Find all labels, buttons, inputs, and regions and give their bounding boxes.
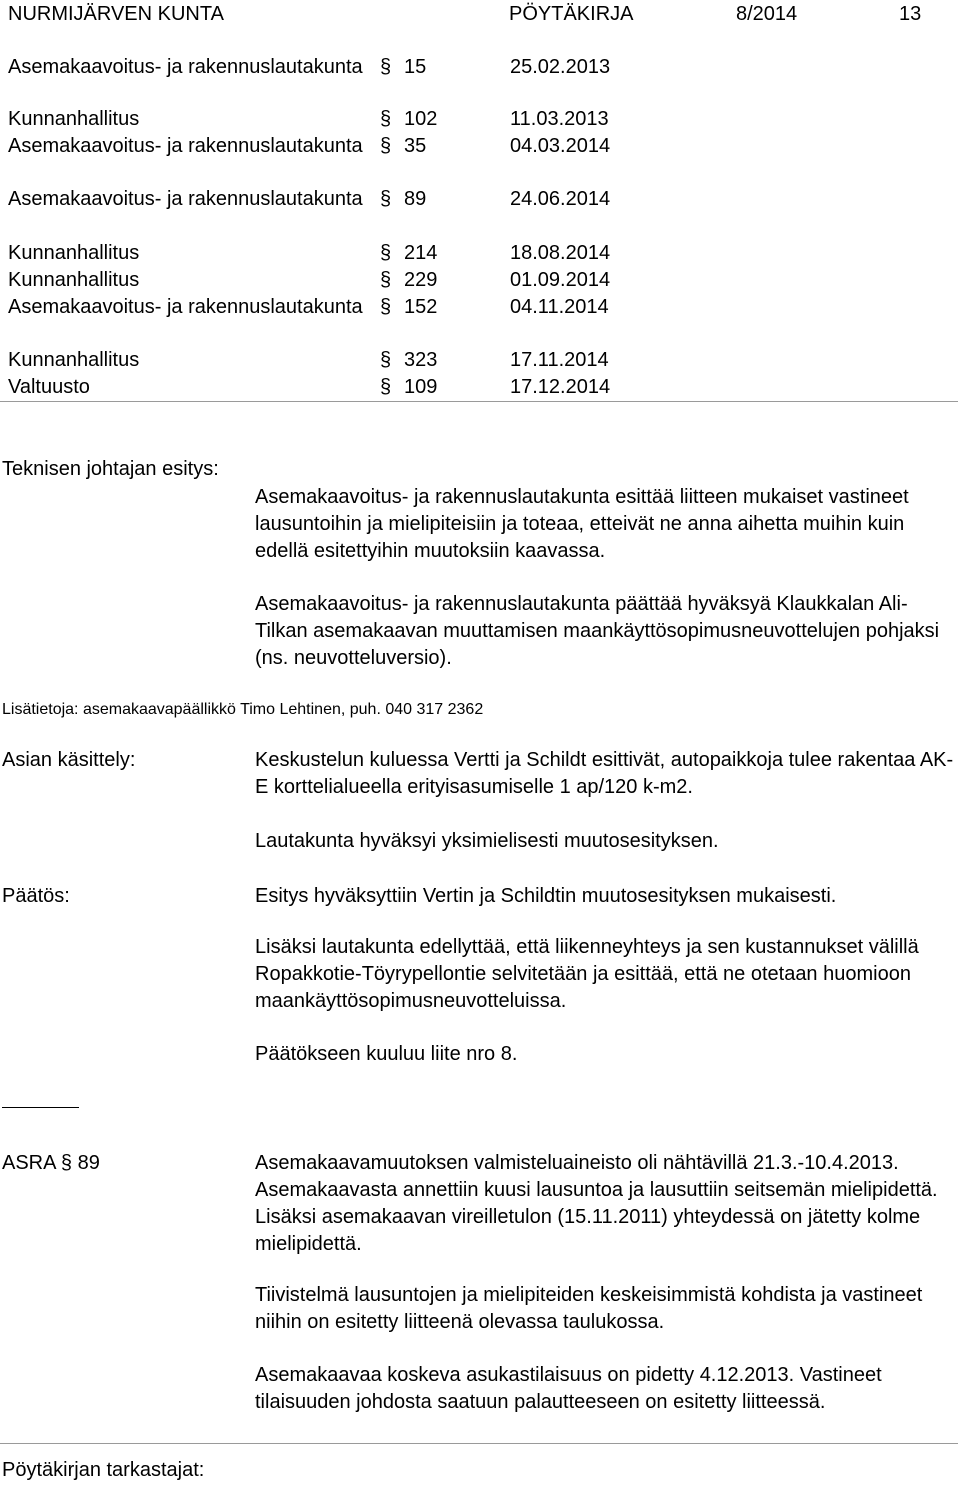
history-org: Kunnanhallitus	[8, 108, 140, 130]
history-date: 17.11.2014	[510, 349, 609, 371]
proposal-paragraph: Asemakaavoitus- ja rakennuslautakunta päättää hyväksyä Klaukkalan Ali-Tilkan asemakaavan muuttamisen maankäyttösopimusneuvottelujen pohjaksi (ns. neuvotteluversio).	[255, 593, 940, 669]
footer-divider	[0, 1443, 958, 1444]
section-icon: §	[60, 1152, 73, 1174]
history-date: 11.03.2013	[510, 108, 609, 130]
history-number: 15	[404, 56, 427, 78]
history-number: 214	[404, 242, 438, 264]
history-date: 25.02.2013	[510, 56, 611, 78]
section-icon: §	[380, 108, 392, 130]
handling-paragraph: Keskustelun kuluessa Vertti ja Schildt esittivät, autopaikkoja tulee rakentaa AK-E korttelialueella erityisasumiselle 1 ap/120 k-m2.	[255, 749, 954, 798]
asra-reference	[2, 1150, 100, 1176]
history-org: Asemakaavoitus- ja rakennuslautakunta	[8, 135, 363, 157]
section-icon: §	[380, 269, 392, 291]
history-org: Asemakaavoitus- ja rakennuslautakunta	[8, 56, 363, 78]
asra-label: ASRA	[2, 1152, 56, 1174]
decision-label: Päätös:	[2, 885, 70, 907]
asra-paragraph: Tiivistelmä lausuntojen ja mielipiteiden keskeisimmistä kohdista ja vastineet niihin on esitetty liitteenä olevassa taulukossa.	[255, 1284, 923, 1333]
proposal-paragraph: Asemakaavoitus- ja rakennuslautakunta esittää liitteen mukaiset vastineet lausuntoihin ja mielipiteisiin ja toteaa, etteivät ne anna aihetta muihin kuin edellä esitettyihin muutoksiin kaavassa.	[255, 486, 909, 562]
issue-number: 8/2014	[736, 3, 798, 25]
handling-paragraph: Lautakunta hyväksyi yksimielisesti muutosesityksen.	[255, 830, 719, 852]
history-org: Kunnanhallitus	[8, 269, 140, 291]
decision-paragraph: Lisäksi lautakunta edellyttää, että liikenneyhteys ja sen kustannukset välillä Ropakkotie-Töyrypellontie selvitetään ja esittää, että ne otetaan huomioon maankäyttösopimusneuvotteluissa.	[255, 936, 919, 1012]
history-number: 323	[404, 349, 438, 371]
section-icon: §	[380, 135, 392, 157]
history-org: Asemakaavoitus- ja rakennuslautakunta	[8, 296, 363, 318]
history-number: 109	[404, 376, 438, 398]
history-date: 01.09.2014	[510, 269, 611, 291]
section-icon: §	[380, 376, 392, 398]
section-icon: §	[380, 242, 392, 264]
history-number: 229	[404, 269, 438, 291]
section-icon: §	[380, 296, 392, 318]
decision-paragraph: Päätökseen kuuluu liite nro 8.	[255, 1043, 518, 1065]
history-date: 17.12.2014	[510, 376, 611, 398]
proposal-label: Teknisen johtajan esitys:	[2, 458, 219, 480]
history-org: Asemakaavoitus- ja rakennuslautakunta	[8, 188, 363, 210]
history-number: 89	[404, 188, 427, 210]
asra-number: 89	[77, 1152, 100, 1174]
asra-paragraph: Asemakaavaa koskeva asukastilaisuus on pidetty 4.12.2013. Vastineet tilaisuuden johdosta saatuun palautteeseen on esitetty liitteessä.	[255, 1364, 882, 1413]
contact-info: Lisätietoja: asemakaavapäällikkö Timo Lehtinen, puh. 040 317 2362	[2, 701, 484, 718]
municipality-name: NURMIJÄRVEN KUNTA	[8, 3, 224, 25]
footer-label: Pöytäkirjan tarkastajat:	[2, 1459, 205, 1481]
page-number: 13	[899, 3, 922, 25]
history-date: 18.08.2014	[510, 242, 611, 264]
history-date: 04.03.2014	[510, 135, 611, 157]
history-org: Valtuusto	[8, 376, 90, 398]
section-icon: §	[380, 56, 392, 78]
decision-paragraph: Esitys hyväksyttiin Vertin ja Schildtin muutosesityksen mukaisesti.	[255, 885, 837, 907]
history-number: 152	[404, 296, 438, 318]
history-divider	[0, 401, 958, 402]
asra-paragraph: Asemakaavamuutoksen valmisteluaineisto oli nähtävillä 21.3.-10.4.2013. Asemakaavasta annettiin kuusi lausuntoa ja lausuttiin seitsemän mielipidettä. Lisäksi asemakaavan vireilletulon (15.11.2011) yhteydessä on jätetty kolme mielipidettä.	[255, 1152, 938, 1255]
history-date: 04.11.2014	[510, 296, 609, 318]
history-number: 35	[404, 135, 427, 157]
history-number: 102	[404, 108, 438, 130]
handling-label: Asian käsittely:	[2, 749, 136, 771]
section-icon: §	[380, 349, 392, 371]
section-icon: §	[380, 188, 392, 210]
history-org: Kunnanhallitus	[8, 349, 140, 371]
section-separator	[2, 1107, 79, 1108]
history-date: 24.06.2014	[510, 188, 611, 210]
document-type: PÖYTÄKIRJA	[509, 3, 634, 25]
history-org: Kunnanhallitus	[8, 242, 140, 264]
